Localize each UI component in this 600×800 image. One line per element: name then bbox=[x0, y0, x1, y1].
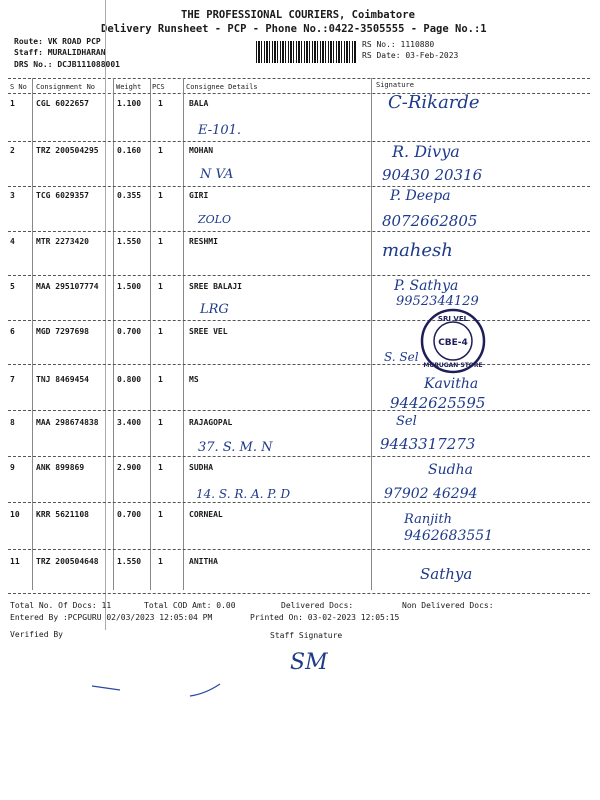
row-consignee: MOHAN bbox=[189, 146, 214, 155]
row-weight: 3.400 bbox=[117, 418, 142, 427]
row-weight: 0.160 bbox=[117, 146, 142, 155]
row-consignee: CORNEAL bbox=[189, 510, 223, 519]
printed-on: Printed On: 03-02-2023 12:05:15 bbox=[250, 613, 400, 622]
handwritten-signature: R. Divya bbox=[392, 142, 460, 161]
col-sno: S No bbox=[10, 83, 27, 91]
row-pcs: 1 bbox=[158, 237, 163, 246]
row-rule bbox=[8, 364, 590, 365]
handwritten-signature: Sel bbox=[396, 414, 417, 429]
row-weight: 0.700 bbox=[117, 510, 142, 519]
row-sno: 7 bbox=[10, 375, 15, 384]
row-weight: 0.355 bbox=[117, 191, 142, 200]
row-sno: 10 bbox=[10, 510, 20, 519]
col-consignee: Consignee Details bbox=[186, 83, 258, 91]
col-pcs: PCS bbox=[152, 83, 165, 91]
handwritten-address: LRG bbox=[200, 302, 229, 317]
col-weight: Weight bbox=[116, 83, 142, 91]
row-sno: 4 bbox=[10, 237, 15, 246]
col-divider bbox=[183, 78, 184, 590]
row-consignment: TCG 6029357 bbox=[36, 191, 89, 200]
row-sno: 8 bbox=[10, 418, 15, 427]
company-title: THE PROFESSIONAL COURIERS, Coimbatore bbox=[181, 9, 415, 21]
row-consignee: SREE VEL bbox=[189, 327, 228, 336]
col-divider bbox=[113, 78, 114, 590]
col-signature: Signature bbox=[376, 81, 414, 89]
col-divider bbox=[150, 78, 151, 590]
handwritten-phone: 8072662805 bbox=[382, 212, 478, 230]
row-consignee: GIRI bbox=[189, 191, 209, 200]
total-docs: Total No. Of Docs: 11 bbox=[10, 601, 112, 610]
row-weight: 2.900 bbox=[117, 463, 142, 472]
row-weight: 1.550 bbox=[117, 237, 142, 246]
row-rule bbox=[8, 502, 590, 503]
row-pcs: 1 bbox=[158, 146, 163, 155]
col-consignment: Consignment No bbox=[36, 83, 96, 91]
row-consignment: TRZ 200504648 bbox=[36, 557, 99, 566]
rs-number: RS No.: 1110880 bbox=[362, 40, 435, 49]
handwritten-address: E-101. bbox=[198, 123, 242, 138]
verified-by: Verified By bbox=[10, 630, 63, 639]
handwritten-address: N VA bbox=[200, 167, 234, 182]
handwritten-signature: S. Sel bbox=[384, 350, 419, 364]
row-consignment: TRZ 200504295 bbox=[36, 146, 99, 155]
handwritten-phone: 97902 46294 bbox=[384, 486, 478, 502]
row-consignee: RESHMI bbox=[189, 237, 218, 246]
row-rule bbox=[8, 186, 590, 187]
row-rule bbox=[8, 275, 590, 276]
row-pcs: 1 bbox=[158, 191, 163, 200]
row-consignment: TNJ 8469454 bbox=[36, 375, 89, 384]
row-consignment: MTR 2273420 bbox=[36, 237, 89, 246]
entered-by: Entered By :PCPGURU 02/03/2023 12:05:04 PM bbox=[10, 613, 213, 622]
handwritten-signature: Sudha bbox=[428, 462, 473, 478]
row-sno: 6 bbox=[10, 327, 15, 336]
total-cod: Total COD Amt: 0.00 bbox=[144, 601, 236, 610]
row-weight: 0.800 bbox=[117, 375, 142, 384]
row-consignee: MS bbox=[189, 375, 199, 384]
rs-date: RS Date: 03-Feb-2023 bbox=[362, 51, 459, 60]
delivered-docs: Delivered Docs: bbox=[281, 601, 354, 610]
row-pcs: 1 bbox=[158, 557, 163, 566]
handwritten-address: 37. S. M. N bbox=[198, 440, 273, 455]
row-weight: 1.100 bbox=[117, 99, 142, 108]
row-consignment: CGL 6022657 bbox=[36, 99, 89, 108]
handwritten-phone: 9462683551 bbox=[404, 528, 494, 544]
row-rule bbox=[8, 231, 590, 232]
row-sno: 11 bbox=[10, 557, 20, 566]
row-weight: 1.500 bbox=[117, 282, 142, 291]
row-pcs: 1 bbox=[158, 99, 163, 108]
handwritten-phone: 9442625595 bbox=[390, 394, 486, 412]
row-sno: 5 bbox=[10, 282, 15, 291]
handwritten-phone: 9952344129 bbox=[396, 294, 479, 309]
fold-line bbox=[105, 0, 106, 630]
row-rule bbox=[8, 593, 590, 594]
row-consignment: ANK 899869 bbox=[36, 463, 85, 472]
handwritten-signature: mahesh bbox=[382, 240, 453, 261]
route-label: Route: VK ROAD PCP bbox=[14, 37, 101, 46]
row-pcs: 1 bbox=[158, 327, 163, 336]
seal-bottom-text: MURUGAN STORE bbox=[423, 362, 483, 369]
row-rule bbox=[8, 410, 590, 411]
handwritten-signature: Ranjith bbox=[404, 512, 452, 527]
rubber-stamp-seal bbox=[420, 308, 486, 374]
row-pcs: 1 bbox=[158, 282, 163, 291]
row-rule bbox=[8, 141, 590, 142]
handwritten-signature: P. Deepa bbox=[390, 188, 451, 204]
col-divider bbox=[32, 78, 33, 590]
handwritten-signature: C-Rikarde bbox=[388, 92, 480, 113]
handwritten-phone: 9443317273 bbox=[380, 435, 476, 453]
row-sno: 1 bbox=[10, 99, 15, 108]
row-consignment: MAA 295107774 bbox=[36, 282, 99, 291]
drs-number: DRS No.: DCJB111088001 bbox=[14, 60, 120, 69]
runsheet-subtitle: Delivery Runsheet - PCP - Phone No.:0422-3505555 - Page No.:1 bbox=[101, 23, 487, 35]
handwritten-signature: P. Sathya bbox=[394, 278, 459, 294]
row-rule bbox=[8, 320, 590, 321]
header-bottom-rule bbox=[8, 93, 590, 94]
row-consignee: ANITHA bbox=[189, 557, 218, 566]
row-pcs: 1 bbox=[158, 418, 163, 427]
row-sno: 9 bbox=[10, 463, 15, 472]
header-top-rule bbox=[8, 78, 590, 79]
row-sno: 3 bbox=[10, 191, 15, 200]
row-pcs: 1 bbox=[158, 375, 163, 384]
staff-signature-label: Staff Signature bbox=[270, 631, 343, 640]
row-consignee: BALA bbox=[189, 99, 209, 108]
row-consignee: RAJAGOPAL bbox=[189, 418, 233, 427]
row-rule bbox=[8, 549, 590, 550]
row-consignment: KRR 5621108 bbox=[36, 510, 89, 519]
seal-top-text: SRI VEL bbox=[437, 315, 469, 323]
seal-center-text: CBE-4 bbox=[438, 338, 468, 348]
handwritten-signature: Sathya bbox=[420, 565, 473, 583]
staff-label: Staff: MURALIDHARAN bbox=[14, 48, 106, 57]
row-weight: 0.700 bbox=[117, 327, 142, 336]
handwritten-address: ZOLO bbox=[198, 213, 231, 226]
non-delivered-docs: Non Delivered Docs: bbox=[402, 601, 494, 610]
row-consignment: MGD 7297698 bbox=[36, 327, 89, 336]
col-divider bbox=[371, 78, 372, 590]
handwritten-phone: 90430 20316 bbox=[382, 166, 483, 184]
row-pcs: 1 bbox=[158, 463, 163, 472]
staff-signature-mark: SM bbox=[290, 650, 328, 675]
row-consignment: MAA 298674838 bbox=[36, 418, 99, 427]
row-consignee: SREE BALAJI bbox=[189, 282, 242, 291]
row-rule bbox=[8, 456, 590, 457]
row-weight: 1.550 bbox=[117, 557, 142, 566]
handwritten-signature: Kavitha bbox=[424, 376, 479, 392]
row-sno: 2 bbox=[10, 146, 15, 155]
pen-stroke bbox=[90, 680, 230, 700]
barcode bbox=[256, 41, 356, 63]
handwritten-address: 14. S. R. A. P. D bbox=[196, 487, 291, 501]
row-pcs: 1 bbox=[158, 510, 163, 519]
row-consignee: SUDHA bbox=[189, 463, 214, 472]
